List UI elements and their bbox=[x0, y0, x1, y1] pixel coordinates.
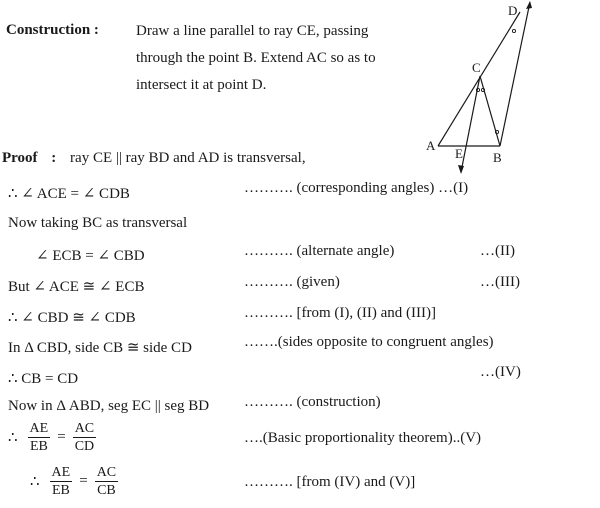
therefore-symbol: ∴ bbox=[8, 430, 18, 446]
ray-ce-arrow bbox=[458, 165, 464, 174]
construction-label: Construction : bbox=[6, 22, 99, 38]
fraction-denominator: EB bbox=[29, 439, 48, 454]
proof-reason: ………. [from (I), (II) and (III)] bbox=[244, 305, 436, 321]
proof-reason: ………. (alternate angle) bbox=[244, 243, 395, 259]
ray-ce bbox=[461, 76, 480, 172]
proof-statement: Now in Δ ABD, seg EC || seg BD bbox=[8, 398, 210, 414]
fraction-ac-cd bbox=[73, 420, 96, 455]
construction-text: Draw a line parallel to ray CE, passing through the point B. Extend AC so as to intersect it at point D. bbox=[136, 23, 376, 93]
fraction-ae-eb bbox=[50, 464, 73, 499]
fraction-numerator: AC bbox=[96, 465, 117, 480]
proof-intro: ray CE || ray BD and AD is transversal, bbox=[70, 150, 306, 166]
proof-ref: …(IV) bbox=[480, 364, 521, 380]
equals-sign: = bbox=[79, 473, 88, 489]
point-label-c: C bbox=[472, 60, 481, 75]
fraction-denominator: EB bbox=[51, 483, 70, 498]
fraction-denominator: CB bbox=[97, 483, 116, 498]
fraction-numerator: AC bbox=[74, 421, 95, 436]
proof-statement: ∴ ∠ ACE = ∠ CDB bbox=[8, 186, 130, 202]
equals-sign: = bbox=[57, 429, 66, 445]
proof-statement: ∴ ∠ CBD ≅ ∠ CDB bbox=[8, 310, 136, 326]
proof-reason: ………. (corresponding angles) …(I) bbox=[244, 180, 469, 196]
proof-heading bbox=[2, 150, 306, 167]
fraction-denominator: CD bbox=[74, 439, 95, 454]
proof-reason: ………. [from (IV) and (V)] bbox=[244, 474, 416, 490]
proof-ref: …(III) bbox=[480, 274, 520, 290]
ray-bd-arrow bbox=[526, 1, 532, 9]
segment-cb bbox=[480, 76, 500, 146]
proof-label: Proof bbox=[2, 150, 38, 166]
fraction-equation-1 bbox=[8, 420, 96, 455]
fraction-ac-cb bbox=[95, 464, 118, 499]
fraction-numerator: AE bbox=[51, 465, 71, 480]
therefore-symbol: ∴ bbox=[30, 474, 40, 490]
angle-mark-d bbox=[512, 29, 515, 32]
fraction-equation-2 bbox=[30, 464, 118, 499]
point-label-d: D bbox=[508, 3, 518, 18]
ray-bd bbox=[500, 2, 530, 146]
fraction-ae-eb bbox=[28, 420, 51, 455]
point-label-e: E bbox=[455, 146, 463, 161]
proof-statement: In Δ CBD, side CB ≅ side CD bbox=[8, 340, 192, 356]
proof-statement: ∠ ECB = ∠ CBD bbox=[36, 248, 145, 264]
proof-reason: ………. (construction) bbox=[244, 394, 381, 410]
fraction-numerator: AE bbox=[29, 421, 49, 436]
point-label-b: B bbox=[493, 150, 502, 165]
proof-colon: : bbox=[51, 150, 57, 166]
point-label-a: A bbox=[426, 138, 436, 153]
proof-reason: …….(sides opposite to congruent angles) bbox=[244, 334, 494, 350]
proof-reason: ………. (given) bbox=[244, 274, 340, 290]
proof-statement: Now taking BC as transversal bbox=[8, 215, 188, 231]
proof-statement: ∴ CB = CD bbox=[8, 371, 79, 387]
proof-ref: …(II) bbox=[480, 243, 515, 259]
proof-reason: ….(Basic proportionality theorem)..(V) bbox=[244, 430, 482, 446]
proof-statement: But ∠ ACE ≅ ∠ ECB bbox=[8, 279, 145, 295]
